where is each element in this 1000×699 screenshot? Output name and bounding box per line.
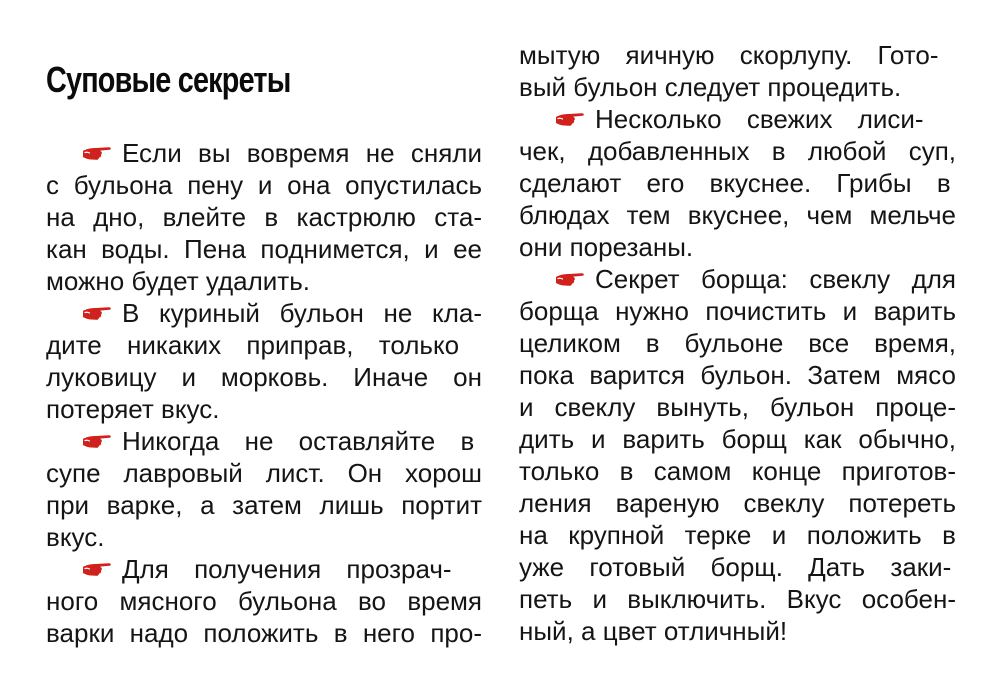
line-text: потеряет вкус. <box>46 394 220 424</box>
text-line <box>519 199 956 231</box>
text-line <box>46 617 482 649</box>
line-text: уже готовый борщ. Дать заки- <box>519 552 952 582</box>
line-text: целиком в бульоне все время, <box>519 328 956 358</box>
line-text: Если вы вовремя не сняли <box>122 138 482 168</box>
text-line <box>519 519 956 551</box>
line-text: пока варится бульон. Затем мясо <box>519 360 956 390</box>
line-text: вый бульон следует процедить. <box>519 72 902 102</box>
text-line <box>519 551 956 583</box>
line-text: сделают его вкуснее. Грибы в <box>519 168 951 198</box>
pointing-hand-icon <box>82 558 116 580</box>
text-line <box>519 295 956 327</box>
text-line <box>46 329 482 361</box>
text-column-left <box>46 137 482 649</box>
text-line <box>519 391 956 423</box>
text-line <box>46 201 482 233</box>
line-text: борща нужно почистить и варить <box>519 296 956 326</box>
text-line <box>519 231 956 263</box>
text-line <box>46 233 482 265</box>
text-line <box>46 265 482 297</box>
text-line <box>46 457 482 489</box>
text-line <box>519 167 956 199</box>
line-text: дите никаких приправ, только <box>46 330 460 360</box>
paragraph-first-line <box>519 263 956 295</box>
line-text: блюдах тем вкуснее, чем мельче <box>519 200 956 230</box>
line-text: Секрет борща: свеклу для <box>595 264 956 294</box>
pointing-hand-icon <box>555 268 589 290</box>
line-text: ления вареную свеклу потереть <box>519 488 956 518</box>
paragraph-first-line <box>46 297 482 329</box>
paragraph-first-line <box>46 553 482 585</box>
text-line <box>519 423 956 455</box>
pointing-hand-icon <box>82 430 116 452</box>
line-text: Несколько свежих лиси- <box>595 104 924 134</box>
line-text: вкус. <box>46 522 105 552</box>
text-line <box>46 361 482 393</box>
line-text: луковицу и морковь. Иначе он <box>46 362 482 392</box>
text-line <box>519 39 956 71</box>
line-text: супе лавровый лист. Он хорош <box>46 458 482 488</box>
line-text: и свеклу вынуть, бульон проце- <box>519 392 956 422</box>
text-line <box>519 615 956 647</box>
text-line <box>46 585 482 617</box>
text-line <box>46 393 482 425</box>
line-text: дить и варить борщ как обычно, <box>519 424 956 454</box>
text-line <box>519 583 956 615</box>
text-line <box>519 327 956 359</box>
line-text: при варке, а затем лишь портит <box>46 490 482 520</box>
text-line <box>519 135 956 167</box>
line-text: можно будет удалить. <box>46 266 310 296</box>
line-text: Для получения прозрач- <box>122 554 452 584</box>
line-text: варки надо положить в него про- <box>46 618 482 648</box>
pointing-hand-icon <box>555 108 589 130</box>
text-line <box>519 71 956 103</box>
paragraph-first-line <box>46 137 482 169</box>
line-text: на дно, влейте в кастрюлю ста- <box>46 202 482 232</box>
line-text: мытую яичную скорлупу. Гото- <box>519 40 939 70</box>
line-text: на крупной терке и положить в <box>519 520 956 550</box>
text-line <box>46 169 482 201</box>
pointing-hand-icon <box>82 302 116 324</box>
line-text: петь и выключить. Вкус особен- <box>519 584 956 614</box>
line-text: чек, добавленных в любой суп, <box>519 136 956 166</box>
pointing-hand-icon <box>82 142 116 164</box>
paragraph-first-line <box>46 425 482 457</box>
text-line <box>46 521 482 553</box>
line-text: В куриный бульон не кла- <box>122 298 482 328</box>
paragraph-first-line <box>519 103 956 135</box>
line-text: Никогда не оставляйте в <box>122 426 475 456</box>
text-line <box>519 359 956 391</box>
text-line <box>46 489 482 521</box>
line-text: они порезаны. <box>519 232 694 262</box>
page-title: Суповые секреты <box>46 59 291 100</box>
line-text: ного мясного бульона во время <box>46 586 482 616</box>
line-text: с бульона пену и она опустилась <box>46 170 482 200</box>
line-text: ный, а цвет отличный! <box>519 616 788 646</box>
line-text: только в самом конце приготов- <box>519 456 956 486</box>
line-text: кан воды. Пена поднимется, и ее <box>46 234 482 264</box>
text-line <box>519 455 956 487</box>
text-line <box>519 487 956 519</box>
text-column-right <box>519 39 956 647</box>
